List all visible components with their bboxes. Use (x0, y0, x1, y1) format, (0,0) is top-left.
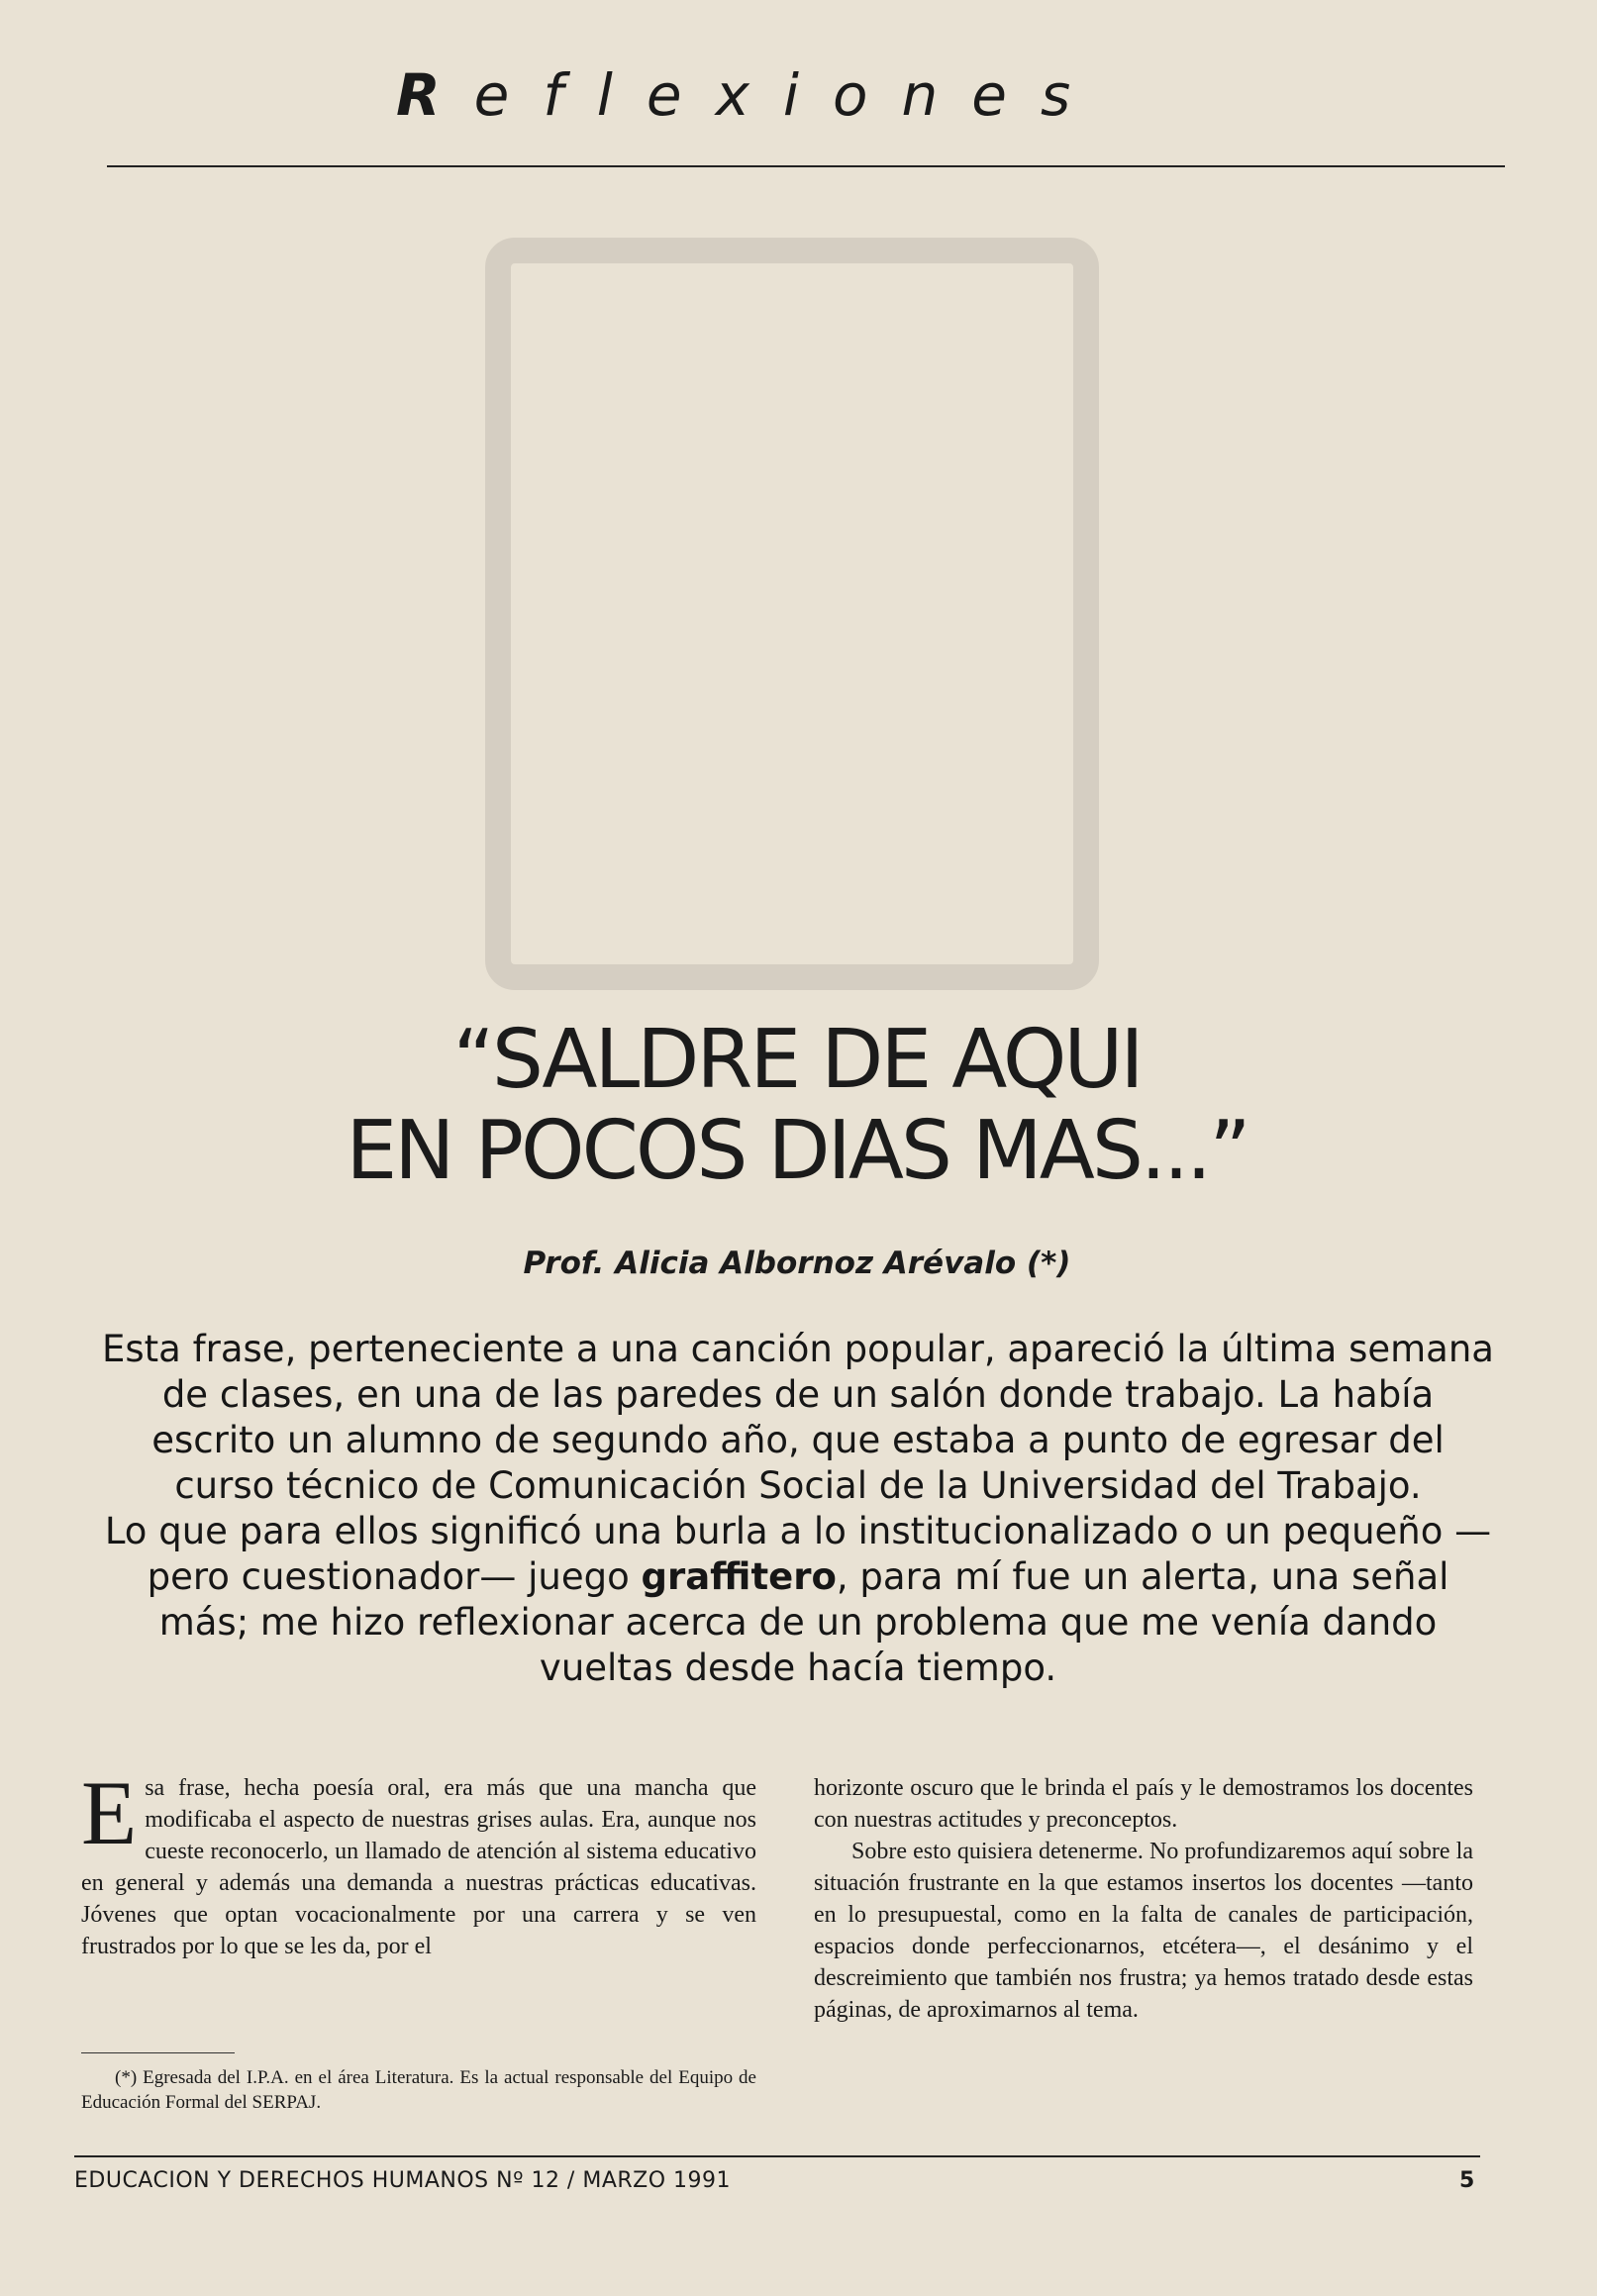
section-title-rest: eflexiones (473, 61, 1105, 129)
body-paragraph: Sobre esto quisiera detenerme. No profundizaremos aquí sobre la situación frustrante en la que estamos insertos los docentes —tanto en lo presupuestal, como en la falta de canales de participación, espacios donde perfeccionarnos, etcétera—, el desánimo y el descreimiento que también nos frustra; ya hemos tratado desde estas páginas, de aproximarnos al tema. (814, 1839, 1473, 2023)
footnote: (*) Egresada del I.P.A. en el área Literatura. Es la actual responsable del Equipo de Educación Formal del SERPAJ. (81, 2067, 756, 2113)
intro-paragraph-2: Lo que para ellos significó una burla a lo institucionalizado o un pequeño —pero cuestionador— juego graffitero, para mí fue un alerta, una señal más; me hizo reflexionar acerca de un problema que me venía dando vueltas desde hacía tiempo. (104, 1510, 1492, 1689)
section-title-initial: R (396, 61, 474, 129)
body-column-left (81, 1762, 756, 1962)
drop-cap: E (81, 1762, 138, 1863)
headline-line-1: “SALDRE DE AQUI (452, 1013, 1142, 1107)
article-intro (97, 1327, 1499, 1691)
section-title (396, 61, 1208, 129)
headline-line-2: EN POCOS DIAS MAS...” (346, 1104, 1248, 1198)
footnote-rule (81, 2052, 235, 2053)
author-byline: Prof. Alicia Albornoz Arévalo (*) (523, 1246, 1071, 1281)
article-headline (248, 1015, 1347, 1197)
background-graffiti-illustration (485, 238, 1099, 990)
body-column-right (814, 1772, 1473, 2026)
footer-rule (74, 2155, 1480, 2157)
illustration-frame (485, 238, 1099, 990)
body-paragraph: horizonte oscuro que le brinda el país y le demostramos los docentes con nuestras actitudes y preconceptos. (814, 1775, 1473, 1833)
header-rule (107, 165, 1505, 167)
publication-footer: EDUCACION Y DERECHOS HUMANOS Nº 12 / MARZO 1991 (74, 2168, 732, 2193)
page-number: 5 (1459, 2168, 1475, 2193)
intro-paragraph-1: Esta frase, perteneciente a una canción popular, apareció la última semana de clases, en una de las paredes de un salón donde trabajo. La había escrito un alumno de segundo año, que estaba a punto de egresar del curso técnico de Comunicación Social de la Universidad del Trabajo. (102, 1328, 1494, 1507)
body-paragraph: Esa frase, hecha poesía oral, era más que una mancha que modificaba el aspecto de nuestras grises aulas. Era, aunque nos cueste reconocerlo, un llamado de atención al sistema educativo en general y además una demanda a nuestras prácticas educativas. Jóvenes que optan vocacionalmente por una carrera y se ven frustrados por lo que se les da, por el (81, 1762, 756, 1959)
intro-bold-word: graffitero (641, 1555, 837, 1598)
